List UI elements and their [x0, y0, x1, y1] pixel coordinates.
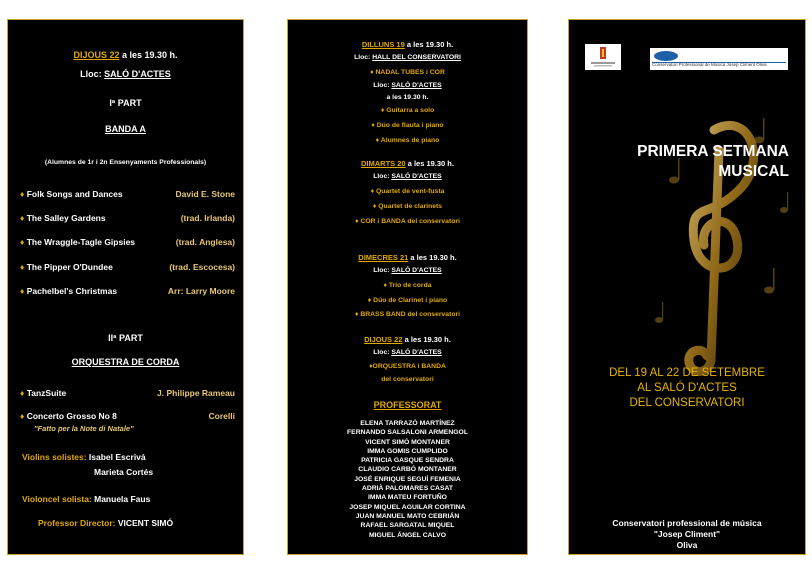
- day4-venue: [288, 348, 527, 357]
- panel-cover: [568, 19, 806, 555]
- concerto-subtitle: "Fatto per la Note di Natale": [34, 424, 134, 433]
- day3-item: [288, 296, 527, 305]
- teacher-name: MIGUEL ÁNGEL CALVO: [368, 531, 447, 539]
- cover-dates: [569, 366, 805, 411]
- orchestra-item: [20, 388, 235, 398]
- item-text: Quartet de clarinets: [378, 203, 443, 210]
- orchestra-title: ORQUESTRA DE CORDA: [71, 357, 180, 367]
- day2-time: a les 19.30 h.: [405, 159, 454, 168]
- day3-time: a les 19.30 h.: [408, 253, 457, 262]
- concert-day: DIJOUS 22: [73, 50, 120, 60]
- diamond-icon: ♦: [371, 122, 377, 129]
- day1-name: DILLUNS 19: [361, 40, 405, 49]
- item-text: Quartet de vent-fusta: [376, 188, 445, 195]
- item-title: Folk Songs and Dances: [26, 189, 123, 199]
- venue-label: Lloc:: [373, 267, 392, 274]
- venue-name: SALÓ D'ACTES: [391, 267, 442, 274]
- day4-item-line2: del conservatori: [381, 376, 434, 383]
- day4-item: [288, 362, 527, 371]
- item-title: Concerto Grosso No 8: [26, 411, 117, 421]
- item-title: The Pipper O'Dundee: [26, 262, 113, 272]
- dates-line2: AL SALÓ D'ACTES: [637, 382, 737, 394]
- teacher-name: PATRICIA GASQUE SENDRA: [361, 457, 454, 465]
- day2-name: DIMARTS 20: [361, 159, 406, 168]
- dates-line3: DEL CONSERVATORI: [629, 397, 745, 409]
- teacher-name: JOSEP MIQUEL AGUILAR CORTINA: [349, 503, 466, 511]
- band-title: BANDA A: [105, 124, 146, 134]
- diamond-icon: ♦: [370, 69, 376, 76]
- day1-item: [288, 136, 527, 145]
- day1-heading: [288, 40, 527, 49]
- cover-footer: [569, 518, 805, 551]
- teacher-name: CLAUDIO CARBÓ MONTANER: [358, 466, 457, 474]
- band-note: (Alumnes de 1r i 2n Ensenyaments Professionals): [44, 159, 207, 166]
- venue-name: SALÓ D'ACTES: [391, 82, 442, 89]
- day3-item: [288, 310, 527, 319]
- item-title: The Wraggle-Tagle Gipsies: [26, 237, 136, 247]
- teacher-name: ADRIÀ PALOMARES CASAT: [361, 485, 454, 493]
- item-text: ORQUESTRA i BANDA: [372, 363, 446, 370]
- conservatori-logo: [650, 48, 788, 70]
- teacher-name: IMMA GOMIS CUMPLIDO: [367, 447, 448, 455]
- day2-item: [288, 217, 527, 226]
- day4-name: DIJOUS 22: [364, 335, 403, 344]
- government-logo: [585, 44, 621, 70]
- diamond-icon: ♦: [354, 311, 361, 318]
- footer-line3: Oliva: [676, 540, 698, 550]
- diamond-icon: ♦: [370, 188, 376, 195]
- diamond-icon: ♦: [20, 213, 27, 223]
- item-author: (trad. Anglesa): [175, 237, 235, 247]
- teacher-list: [288, 419, 527, 540]
- concert-time: a les 19.30 h.: [119, 50, 178, 60]
- item-text: NADAL TUBES i COR: [375, 69, 445, 76]
- day1-item: [288, 68, 527, 77]
- day1-venue: [288, 53, 527, 62]
- item-text: Trio de corda: [388, 282, 432, 289]
- teacher-name: ELENA TARRAZÓ MARTÍNEZ: [360, 420, 455, 427]
- diamond-icon: ♦: [380, 107, 387, 114]
- diamond-icon: ♦: [372, 203, 379, 210]
- item-author: David E. Stone: [175, 189, 235, 199]
- cover-title-line2: MUSICAL: [718, 163, 789, 180]
- item-title: Pachelbel's Christmas: [26, 286, 118, 296]
- teacher-name: RAFAEL SARGATAL MIQUEL: [360, 522, 455, 530]
- venue-label: Lloc:: [80, 69, 105, 79]
- part2-title: IIª PART: [108, 333, 143, 343]
- band-item: [20, 213, 235, 223]
- venue-name: SALÓ D'ACTES: [391, 349, 442, 356]
- diamond-icon: ♦: [20, 262, 27, 272]
- venue-name: HALL DEL CONSERVATORI: [372, 54, 461, 61]
- violins-line: [22, 452, 243, 463]
- day1-time: a les 19.30 h.: [404, 40, 454, 49]
- item-author: Arr: Larry Moore: [167, 286, 235, 296]
- day1-venue2: [288, 81, 527, 90]
- professorat-title: PROFESSORAT: [373, 400, 442, 410]
- violin-soloist-2: Marieta Cortés: [94, 467, 154, 477]
- orchestra-item: [20, 411, 235, 421]
- diamond-icon: ♦: [383, 282, 389, 289]
- diamond-icon: ♦: [355, 218, 361, 225]
- treble-clef-notes-icon: [619, 70, 799, 400]
- item-title: The Salley Gardens: [26, 213, 106, 223]
- band-item: [20, 237, 235, 247]
- venue-label: Lloc:: [354, 54, 373, 61]
- day4-time: a les 19.30 h.: [402, 335, 451, 344]
- concert-heading: [8, 50, 243, 61]
- day3-name: DIMECRES 21: [358, 253, 409, 262]
- day1-item: [288, 106, 527, 115]
- director-line: [38, 518, 243, 529]
- day3-venue: [288, 266, 527, 275]
- venue-name: SALÓ D'ACTES: [391, 173, 442, 180]
- item-text: BRASS BAND del conservatori: [360, 311, 461, 318]
- band-item: [20, 189, 235, 199]
- day1-item: [288, 121, 527, 130]
- footer-line2: "Josep Climent": [653, 529, 721, 539]
- diamond-icon: ♦: [20, 189, 27, 199]
- item-text: COR i BANDA del conservatori: [360, 218, 460, 225]
- diamond-icon: ♦: [20, 411, 27, 421]
- venue-label: Lloc:: [373, 349, 392, 356]
- panel-concert-program: [7, 19, 244, 555]
- dates-line1: DEL 19 AL 22 DE SETEMBRE: [609, 367, 765, 379]
- day3-heading: [288, 253, 527, 262]
- part1-title: Iª PART: [109, 98, 142, 108]
- director-name: VICENT SIMÓ: [117, 518, 174, 528]
- cello-line: [22, 494, 243, 505]
- day1-time2: a les 19.30 h.: [386, 94, 429, 101]
- day2-item: [288, 202, 527, 211]
- diamond-icon: ♦: [20, 388, 27, 398]
- item-title: TanzSuite: [26, 388, 67, 398]
- diamond-icon: ♦: [20, 237, 27, 247]
- item-author: J. Philippe Rameau: [157, 388, 235, 398]
- day2-venue: [288, 172, 527, 181]
- teacher-name: VICENT SIMÓ MONTANER: [365, 438, 450, 446]
- band-item: [20, 262, 235, 272]
- teacher-name: FERNANDO SALSALONI ARMENGOL: [347, 429, 468, 437]
- day3-item: [288, 281, 527, 290]
- venue-label: Lloc:: [373, 82, 392, 89]
- cover-title: [637, 142, 789, 182]
- diamond-icon: ♦: [369, 363, 373, 370]
- logo-caption: Conservatori Professional de Música Josep Climent Oliva: [652, 62, 767, 67]
- day4-heading: [288, 335, 527, 344]
- panel-weekly-schedule: [287, 19, 528, 555]
- item-author: (trad. Irlanda): [180, 213, 235, 223]
- diamond-icon: ♦: [375, 137, 381, 144]
- item-author: Corelli: [208, 411, 235, 421]
- venue-label: Lloc:: [373, 173, 392, 180]
- day2-heading: [288, 159, 527, 168]
- item-author: (trad. Escocesa): [169, 262, 235, 272]
- diamond-icon: ♦: [367, 297, 374, 304]
- footer-line1: Conservatori professional de música: [612, 518, 762, 528]
- item-text: Dúo de Clarinet i piano: [373, 297, 448, 304]
- teacher-name: IMMA MATEU FORTUÑO: [368, 494, 447, 502]
- violins-label: Violins solistes:: [22, 452, 89, 462]
- cover-title-line1: PRIMERA SETMANA: [637, 143, 789, 160]
- item-text: Guitarra a solo: [386, 107, 435, 114]
- venue-line: [8, 69, 243, 80]
- cello-label: Violoncel solista:: [22, 494, 95, 504]
- teacher-name: JUAN MANUEL MATO CEBRIÁN: [355, 512, 460, 520]
- band-item: [20, 286, 235, 296]
- director-label: Professor Director:: [38, 518, 118, 528]
- teacher-name: JOSÉ ENRIQUE SEGUÍ FEMENIA: [354, 475, 461, 483]
- diamond-icon: ♦: [20, 286, 27, 296]
- item-text: Dúo de flauta i piano: [376, 122, 444, 129]
- violin-soloist-1: Isabel Escrivá: [88, 452, 146, 462]
- day2-item: [288, 187, 527, 196]
- cello-soloist: Manuela Faus: [94, 494, 151, 504]
- venue-name: SALÓ D'ACTES: [104, 69, 171, 79]
- item-text: Alumnes de piano: [380, 137, 440, 144]
